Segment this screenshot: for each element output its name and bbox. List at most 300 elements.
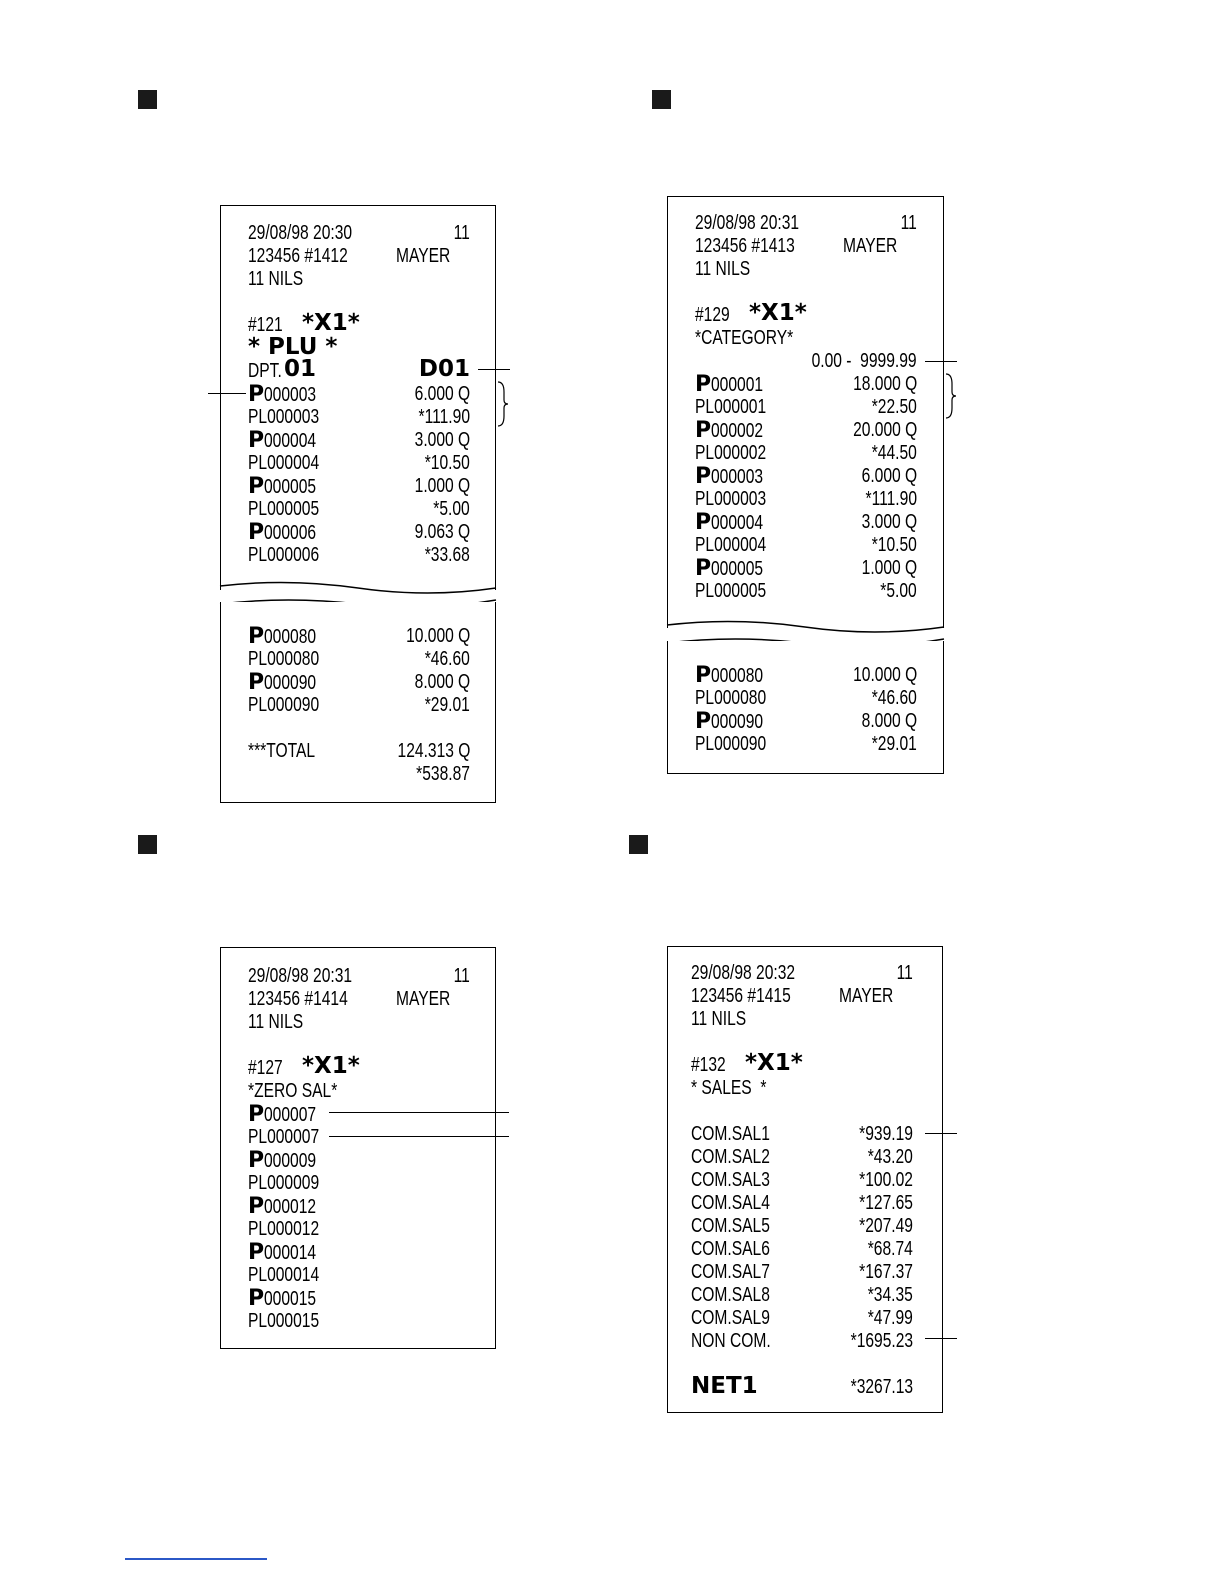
category-item-brace xyxy=(944,372,958,420)
pl-item-row xyxy=(695,733,917,756)
p-prefix: P xyxy=(248,382,265,407)
p-item-row xyxy=(248,475,470,498)
pl-amount xyxy=(859,396,917,419)
dept-row xyxy=(248,356,470,383)
clerk-line xyxy=(248,268,319,291)
header-clerk-row xyxy=(695,258,917,281)
p-qty-text: 6.000 Q xyxy=(861,465,917,487)
net-amount-text: *3267.13 xyxy=(850,1376,913,1398)
datetime-text: 29/08/98 20:32 xyxy=(691,962,796,984)
pl-amount xyxy=(870,580,917,603)
sales-label-text: COM.SAL7 xyxy=(691,1261,770,1283)
pl-item-row xyxy=(248,694,470,717)
sales-label-text: NON COM. xyxy=(691,1330,771,1352)
p-qty xyxy=(399,475,470,498)
p-code-digits: 000015 xyxy=(264,1288,317,1310)
p-code-digits: 000007 xyxy=(264,1104,317,1126)
pl-item-row xyxy=(248,498,470,521)
dept-big-code: D01 xyxy=(418,356,470,382)
p-prefix: P xyxy=(695,709,712,734)
p-prefix: P xyxy=(248,1102,265,1127)
p-item-row xyxy=(248,1103,470,1126)
total-amount-text: *538.87 xyxy=(416,763,470,785)
sales-label-text: COM.SAL9 xyxy=(691,1307,770,1329)
p-prefix: P xyxy=(248,624,265,649)
register-no-text: 123456 #1415 xyxy=(691,985,791,1007)
report-no-text: #121 xyxy=(248,314,283,336)
p-code-digits: 000006 xyxy=(264,522,317,544)
pl-code xyxy=(248,1218,339,1241)
pl-amount xyxy=(851,488,917,511)
p-item-row xyxy=(695,465,917,488)
pl-amount-text: *5.00 xyxy=(880,580,917,602)
total-amount xyxy=(401,763,470,786)
pl-amount xyxy=(859,687,917,710)
zero-pl-callout-line xyxy=(329,1136,509,1137)
p-code-digits: 000003 xyxy=(264,384,317,406)
pl-code-text: PL000003 xyxy=(695,488,767,510)
report-no-text: #127 xyxy=(248,1057,283,1079)
clerk-name xyxy=(396,988,466,1011)
report-no xyxy=(248,1057,293,1080)
pl-code xyxy=(248,406,339,429)
total-label-text: ***TOTAL xyxy=(248,740,316,762)
pl-item-row xyxy=(248,406,470,429)
clerk-line xyxy=(691,1008,762,1031)
register-no xyxy=(691,985,819,1008)
pl-amount-text: *46.60 xyxy=(871,687,917,709)
net-label: NET1 xyxy=(691,1373,758,1399)
p-code-digits: 000003 xyxy=(711,466,764,488)
pl-code-text: PL000005 xyxy=(248,498,320,520)
p-code-digits: 000001 xyxy=(711,374,764,396)
p-prefix: P xyxy=(248,474,265,499)
p-prefix: P xyxy=(695,464,712,489)
datetime xyxy=(691,962,824,985)
p-code xyxy=(248,1195,331,1219)
pl-amount xyxy=(412,648,470,671)
zero-p-callout-line xyxy=(329,1112,509,1113)
pl-code xyxy=(695,442,786,465)
p-item-row xyxy=(248,671,470,694)
report-no xyxy=(695,304,740,327)
p-prefix: P xyxy=(248,1148,265,1173)
p-item-row xyxy=(248,521,470,544)
p-prefix: P xyxy=(695,556,712,581)
datetime xyxy=(695,212,828,235)
sales-label xyxy=(691,1169,792,1192)
pl-code xyxy=(248,544,339,567)
pl-code xyxy=(248,498,339,521)
section-marker-sales xyxy=(629,835,648,854)
pl-item-row xyxy=(695,396,917,419)
pl-code xyxy=(695,534,786,557)
p-item-row xyxy=(248,1149,470,1172)
header-clerk-row xyxy=(691,1008,913,1031)
sales-amount xyxy=(844,1261,913,1284)
pl-item-row xyxy=(248,1172,470,1195)
pl-item-row xyxy=(695,687,917,710)
pl-item-row xyxy=(248,1310,470,1333)
p-code xyxy=(248,475,331,499)
p-qty xyxy=(388,625,470,648)
clerk-name xyxy=(839,985,909,1008)
pl-code-text: PL000014 xyxy=(248,1264,320,1286)
p-code xyxy=(248,521,331,545)
p-code-digits: 000002 xyxy=(711,420,764,442)
header-date-row xyxy=(248,965,470,988)
p-qty-text: 3.000 Q xyxy=(861,511,917,533)
p-code-digits: 000005 xyxy=(264,476,317,498)
sales-row xyxy=(691,1146,913,1169)
category-title-text: *CATEGORY* xyxy=(695,327,794,349)
sales-amount xyxy=(844,1169,913,1192)
pl-amount xyxy=(859,534,917,557)
sales-label xyxy=(691,1284,792,1307)
p-qty xyxy=(846,511,917,534)
p-code xyxy=(695,465,778,489)
counter xyxy=(449,222,470,245)
sales-amount-text: *167.37 xyxy=(859,1261,913,1283)
clerk-name-text: MAYER xyxy=(396,988,451,1010)
total-qty-row xyxy=(248,740,470,763)
counter-text: 11 xyxy=(453,965,470,987)
p-item-row xyxy=(695,373,917,396)
sales-amount-text: *43.20 xyxy=(867,1146,913,1168)
sales-amount-text: *207.49 xyxy=(859,1215,913,1237)
p-code xyxy=(695,511,778,535)
counter-text: 11 xyxy=(453,222,470,244)
range-values xyxy=(782,350,917,373)
plu-title: * PLU * xyxy=(248,334,338,360)
p-qty xyxy=(835,373,917,396)
zero-title xyxy=(248,1080,362,1103)
p-qty xyxy=(399,671,470,694)
net-amount xyxy=(833,1376,913,1399)
sales-amount-text: *47.99 xyxy=(867,1307,913,1329)
plu-dept-callout-line xyxy=(478,369,510,370)
register-no-text: 123456 #1413 xyxy=(695,235,795,257)
sales-row xyxy=(691,1215,913,1238)
p-qty-text: 10.000 Q xyxy=(405,625,470,647)
pl-amount xyxy=(404,406,470,429)
p-code-digits: 000009 xyxy=(264,1150,317,1172)
p-qty xyxy=(846,710,917,733)
range-row xyxy=(695,350,917,373)
p-code xyxy=(248,1241,331,1265)
p-prefix: P xyxy=(248,520,265,545)
mode-label: *X1* xyxy=(749,300,807,326)
p-qty xyxy=(846,557,917,580)
pl-amount-text: *29.01 xyxy=(871,733,917,755)
sales-label-text: COM.SAL2 xyxy=(691,1146,770,1168)
clerk-name-text: MAYER xyxy=(839,985,894,1007)
register-no-text: 123456 #1412 xyxy=(248,245,348,267)
report-no-text: #132 xyxy=(691,1054,726,1076)
p-item-row xyxy=(695,511,917,534)
sales-label-text: COM.SAL4 xyxy=(691,1192,770,1214)
pl-item-row xyxy=(248,648,470,671)
p-code xyxy=(248,383,331,407)
report-no xyxy=(691,1054,736,1077)
p-code-digits: 000080 xyxy=(264,626,317,648)
pl-code-text: PL000005 xyxy=(695,580,767,602)
pl-amount-text: *5.00 xyxy=(433,498,470,520)
p-qty-text: 3.000 Q xyxy=(414,429,470,451)
sales-title-text: * SALES * xyxy=(691,1077,767,1099)
pl-amount xyxy=(412,694,470,717)
sales-label xyxy=(691,1330,793,1353)
sales-amount-text: *127.65 xyxy=(859,1192,913,1214)
header-clerk-row xyxy=(248,1011,470,1034)
p-qty-text: 1.000 Q xyxy=(861,557,917,579)
dept-code: 01 xyxy=(284,356,317,382)
p-prefix: P xyxy=(695,372,712,397)
mode-label: *X1* xyxy=(302,1053,360,1079)
pl-code-text: PL000004 xyxy=(248,452,320,474)
pl-amount-text: *10.50 xyxy=(871,534,917,556)
p-qty-text: 20.000 Q xyxy=(852,419,917,441)
datetime xyxy=(248,965,381,988)
p-prefix: P xyxy=(248,1240,265,1265)
p-item-row xyxy=(695,557,917,580)
net-row xyxy=(691,1373,913,1399)
sales-amount-text: *34.35 xyxy=(867,1284,913,1306)
p-qty-text: 1.000 Q xyxy=(414,475,470,497)
pl-code-text: PL000012 xyxy=(248,1218,320,1240)
sales-label xyxy=(691,1146,792,1169)
header-clerk-row xyxy=(248,268,470,291)
header-date-row xyxy=(691,962,913,985)
pl-amount-text: *44.50 xyxy=(871,442,917,464)
sales-row xyxy=(691,1307,913,1330)
sales-row xyxy=(691,1192,913,1215)
counter xyxy=(896,212,917,235)
sales-label xyxy=(691,1238,792,1261)
pl-code xyxy=(248,1310,339,1333)
pl-item-row xyxy=(248,452,470,475)
category-title xyxy=(695,327,821,350)
pl-code-text: PL000090 xyxy=(695,733,767,755)
pl-code-text: PL000006 xyxy=(248,544,320,566)
pl-code-text: PL000009 xyxy=(248,1172,320,1194)
pl-code-text: PL000080 xyxy=(248,648,320,670)
p-prefix: P xyxy=(248,670,265,695)
datetime-text: 29/08/98 20:31 xyxy=(248,965,353,987)
header-reg-row xyxy=(691,985,913,1008)
sales-label-text: COM.SAL1 xyxy=(691,1123,770,1145)
header-reg-row xyxy=(248,988,470,1011)
p-prefix: P xyxy=(248,1286,265,1311)
section-marker-plu xyxy=(138,90,157,109)
p-item-row xyxy=(248,625,470,648)
mode-label: *X1* xyxy=(302,310,360,336)
p-qty-text: 8.000 Q xyxy=(861,710,917,732)
section-marker-category xyxy=(652,90,671,109)
sales-label-text: COM.SAL6 xyxy=(691,1238,770,1260)
counter xyxy=(892,962,913,985)
p-item-row xyxy=(695,419,917,442)
p-code xyxy=(248,1287,331,1311)
p-qty xyxy=(846,465,917,488)
category-range-callout-line xyxy=(925,361,957,362)
p-item-row xyxy=(248,1287,470,1310)
p-code-digits: 000014 xyxy=(264,1242,317,1264)
pl-amount-text: *29.01 xyxy=(424,694,470,716)
p-code-digits: 000005 xyxy=(711,558,764,580)
sales-com-callout-line xyxy=(925,1133,957,1134)
p-code-digits: 000012 xyxy=(264,1196,317,1218)
pl-item-row xyxy=(248,1126,470,1149)
sales-row xyxy=(691,1123,913,1146)
footer-rule xyxy=(125,1558,267,1560)
pl-code-text: PL000007 xyxy=(248,1126,320,1148)
sales-label xyxy=(691,1123,792,1146)
pl-code xyxy=(248,648,339,671)
sales-amount xyxy=(855,1284,913,1307)
sales-amount-text: *100.02 xyxy=(859,1169,913,1191)
report-no-text: #129 xyxy=(695,304,730,326)
sales-amount xyxy=(855,1307,913,1330)
p-qty-text: 6.000 Q xyxy=(414,383,470,405)
p-qty-text: 18.000 Q xyxy=(852,373,917,395)
pl-code xyxy=(695,687,786,710)
pl-code xyxy=(248,1126,339,1149)
p-item-row xyxy=(248,1241,470,1264)
pl-item-row xyxy=(248,1264,470,1287)
pl-code-text: PL000090 xyxy=(248,694,320,716)
pl-code-text: PL000015 xyxy=(248,1310,320,1332)
sales-amount xyxy=(844,1123,913,1146)
sales-amount-text: *1695.23 xyxy=(850,1330,913,1352)
range-values-text: 0.00 - 9999.99 xyxy=(812,350,917,372)
sales-amount xyxy=(855,1238,913,1261)
sales-row xyxy=(691,1284,913,1307)
sales-row xyxy=(691,1169,913,1192)
clerk-line-text: 11 NILS xyxy=(691,1008,747,1030)
sales-title-row xyxy=(691,1077,913,1100)
sales-label xyxy=(691,1307,792,1330)
p-qty-text: 8.000 Q xyxy=(414,671,470,693)
p-code xyxy=(695,557,778,581)
p-code xyxy=(248,671,331,695)
p-qty xyxy=(399,429,470,452)
sales-amount xyxy=(833,1330,913,1353)
p-code xyxy=(695,419,778,443)
pl-code xyxy=(695,488,786,511)
register-no xyxy=(248,988,376,1011)
pl-amount-text: *10.50 xyxy=(424,452,470,474)
p-code-digits: 000004 xyxy=(264,430,317,452)
clerk-line-text: 11 NILS xyxy=(695,258,751,280)
p-code xyxy=(248,1149,331,1173)
register-no xyxy=(695,235,823,258)
sales-label-text: COM.SAL5 xyxy=(691,1215,770,1237)
total-qty-text: 124.313 Q xyxy=(397,740,470,762)
pl-code xyxy=(248,452,339,475)
p-code-digits: 000090 xyxy=(264,672,317,694)
counter xyxy=(449,965,470,988)
clerk-line-text: 11 NILS xyxy=(248,268,304,290)
register-no-text: 123456 #1414 xyxy=(248,988,348,1010)
header-reg-row xyxy=(695,235,917,258)
total-qty xyxy=(377,740,470,763)
sales-amount xyxy=(844,1215,913,1238)
p-qty xyxy=(399,383,470,406)
datetime-text: 29/08/98 20:30 xyxy=(248,222,353,244)
sales-title xyxy=(691,1077,788,1100)
plu-item-callout-line xyxy=(208,393,246,394)
header-date-row xyxy=(248,222,470,245)
sales-label xyxy=(691,1261,792,1284)
sales-label-text: COM.SAL8 xyxy=(691,1284,770,1306)
datetime xyxy=(248,222,381,245)
header-date-row xyxy=(695,212,917,235)
sales-label-text: COM.SAL3 xyxy=(691,1169,770,1191)
pl-amount xyxy=(412,452,470,475)
header-reg-row xyxy=(248,245,470,268)
pl-item-row xyxy=(695,580,917,603)
p-prefix: P xyxy=(248,428,265,453)
p-code xyxy=(695,373,778,397)
p-code xyxy=(248,625,331,649)
sales-row xyxy=(691,1238,913,1261)
pl-code xyxy=(695,396,786,419)
sales-label xyxy=(691,1192,792,1215)
clerk-line xyxy=(695,258,766,281)
pl-code-text: PL000001 xyxy=(695,396,767,418)
p-prefix: P xyxy=(695,663,712,688)
report-no-row xyxy=(695,300,917,327)
p-code-digits: 000004 xyxy=(711,512,764,534)
clerk-line-text: 11 NILS xyxy=(248,1011,304,1033)
p-prefix: P xyxy=(695,510,712,535)
zero-title-text: *ZERO SAL* xyxy=(248,1080,338,1102)
datetime-text: 29/08/98 20:31 xyxy=(695,212,800,234)
pl-code-text: PL000004 xyxy=(695,534,767,556)
clerk-name-text: MAYER xyxy=(843,235,898,257)
zero-title-row xyxy=(248,1080,470,1103)
clerk-name xyxy=(843,235,913,258)
pl-amount xyxy=(412,544,470,567)
pl-amount-text: *22.50 xyxy=(871,396,917,418)
p-item-row xyxy=(695,664,917,687)
dept-label-text: DPT. xyxy=(248,360,282,382)
report-no-row xyxy=(248,1053,470,1080)
counter-text: 11 xyxy=(896,962,913,984)
mode-label: *X1* xyxy=(745,1050,803,1076)
total-amount-row xyxy=(248,763,470,786)
sales-amount xyxy=(855,1146,913,1169)
p-qty xyxy=(835,419,917,442)
pl-code-text: PL000003 xyxy=(248,406,320,428)
p-prefix: P xyxy=(695,418,712,443)
p-code-digits: 000080 xyxy=(711,665,764,687)
sales-row xyxy=(691,1261,913,1284)
p-item-row xyxy=(248,429,470,452)
pl-amount-text: *111.90 xyxy=(418,406,470,428)
p-code xyxy=(695,664,778,688)
sales-amount-text: *68.74 xyxy=(867,1238,913,1260)
category-title-row xyxy=(695,327,917,350)
pl-item-row xyxy=(248,1218,470,1241)
p-prefix: P xyxy=(248,1194,265,1219)
sales-label xyxy=(691,1215,792,1238)
p-code-digits: 000090 xyxy=(711,711,764,733)
p-qty-text: 9.063 Q xyxy=(414,521,470,543)
section-marker-zero-sales xyxy=(138,835,157,854)
pl-amount-text: *111.90 xyxy=(865,488,917,510)
